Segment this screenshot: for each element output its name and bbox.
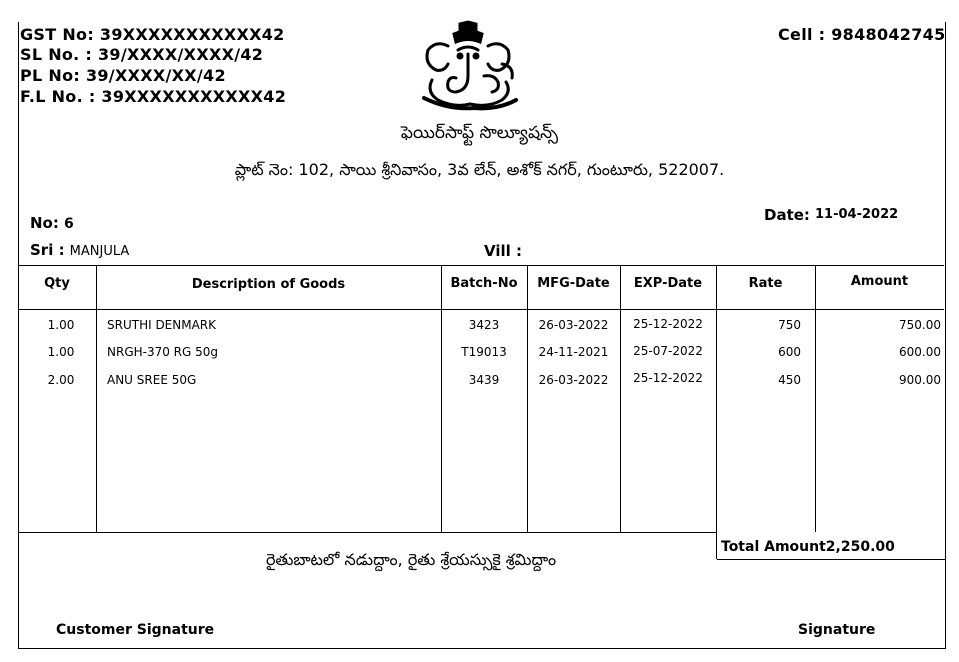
cell-batch: 3439 bbox=[468, 373, 500, 387]
cell-rate: 450 bbox=[778, 373, 801, 387]
cell-qty: 2.00 bbox=[47, 373, 75, 387]
cell-qty: 1.00 bbox=[47, 318, 75, 332]
cell-number bbox=[778, 25, 946, 45]
cell-amount: 750.00 bbox=[899, 318, 941, 332]
pl-number: PL No: 39/XXXX/XX/42 bbox=[20, 66, 226, 85]
column-divider bbox=[815, 265, 816, 532]
invoice-number-value: 6 bbox=[63, 216, 74, 232]
customer-name-label: Sri : bbox=[30, 241, 65, 259]
invoice-number bbox=[30, 213, 74, 232]
column-header-rate: Rate bbox=[748, 276, 783, 291]
cell-rate: 750 bbox=[778, 318, 801, 332]
invoice-date bbox=[764, 205, 898, 224]
cell-batch: T19013 bbox=[461, 345, 507, 359]
cell-mfg: 26-03-2022 bbox=[538, 318, 609, 332]
village-label: Vill : bbox=[484, 242, 522, 260]
cell-qty: 1.00 bbox=[47, 345, 75, 359]
cell-amount: 900.00 bbox=[899, 373, 941, 387]
table-top-border bbox=[18, 265, 944, 266]
cell-exp: 25-12-2022 bbox=[633, 371, 703, 385]
cell-amount: 600.00 bbox=[899, 345, 941, 359]
cell-description: NRGH-370 RG 50g bbox=[107, 345, 219, 359]
customer-signature-label: Customer Signature bbox=[56, 622, 215, 638]
cell-description: ANU SREE 50G bbox=[107, 373, 197, 387]
slogan: రైతుబాటలో నడుద్దాం, రైతు శ్రేయస్సుకై శ్రమిద్దాం bbox=[265, 550, 557, 569]
fl-number: F.L No. : 39XXXXXXXXXXX42 bbox=[20, 87, 287, 106]
column-header-amount: Amount bbox=[850, 274, 909, 289]
table-header-border bbox=[18, 309, 944, 310]
invoice-date-value: 11-04-2022 bbox=[815, 207, 899, 222]
invoice-date-label: Date: bbox=[764, 206, 810, 224]
column-header-description: Description of Goods bbox=[191, 277, 346, 292]
sl-number: SL No. : 39/XXXX/XXXX/42 bbox=[20, 45, 264, 64]
cell-value: : 9848042745 bbox=[818, 25, 946, 44]
signature-label: Signature bbox=[798, 622, 876, 638]
cell-description: SRUTHI DENMARK bbox=[107, 318, 217, 332]
cell-mfg: 24-11-2021 bbox=[538, 345, 609, 359]
column-header-exp: EXP-Date bbox=[633, 276, 703, 291]
invoice-number-label: No: bbox=[30, 214, 59, 232]
column-header-batch: Batch-No bbox=[450, 276, 518, 291]
company-address: ప్లాట్ నెం: 102, సాయి శ్రీనివాసం, 3వ లేన్, అశోక్ నగర్, గుంటూరు, 522007. bbox=[234, 160, 725, 179]
village bbox=[484, 241, 522, 260]
cell-rate: 600 bbox=[778, 345, 801, 359]
cell-batch: 3423 bbox=[468, 318, 500, 332]
column-divider bbox=[527, 265, 528, 532]
total-amount-label: Total Amount bbox=[721, 539, 826, 555]
column-header-mfg: MFG-Date bbox=[537, 276, 610, 291]
column-divider bbox=[96, 265, 97, 532]
company-name: ఫెయిర్‌సాఫ్ట్ సొల్యూషన్స్ bbox=[400, 123, 559, 143]
column-divider bbox=[441, 265, 442, 532]
cell-exp: 25-07-2022 bbox=[633, 344, 703, 358]
cell-mfg: 26-03-2022 bbox=[538, 373, 609, 387]
cell-label: Cell bbox=[778, 25, 813, 44]
gst-number: GST No: 39XXXXXXXXXXX42 bbox=[20, 25, 285, 44]
column-divider bbox=[620, 265, 621, 532]
table-bottom-border bbox=[18, 532, 717, 533]
customer-name bbox=[30, 240, 129, 259]
cell-exp: 25-12-2022 bbox=[633, 317, 703, 331]
ganesha-icon bbox=[418, 20, 522, 112]
column-header-qty: Qty bbox=[44, 276, 70, 291]
total-amount-value: 2,250.00 bbox=[825, 539, 895, 555]
customer-name-value: MANJULA bbox=[69, 244, 130, 259]
column-divider bbox=[716, 265, 717, 559]
